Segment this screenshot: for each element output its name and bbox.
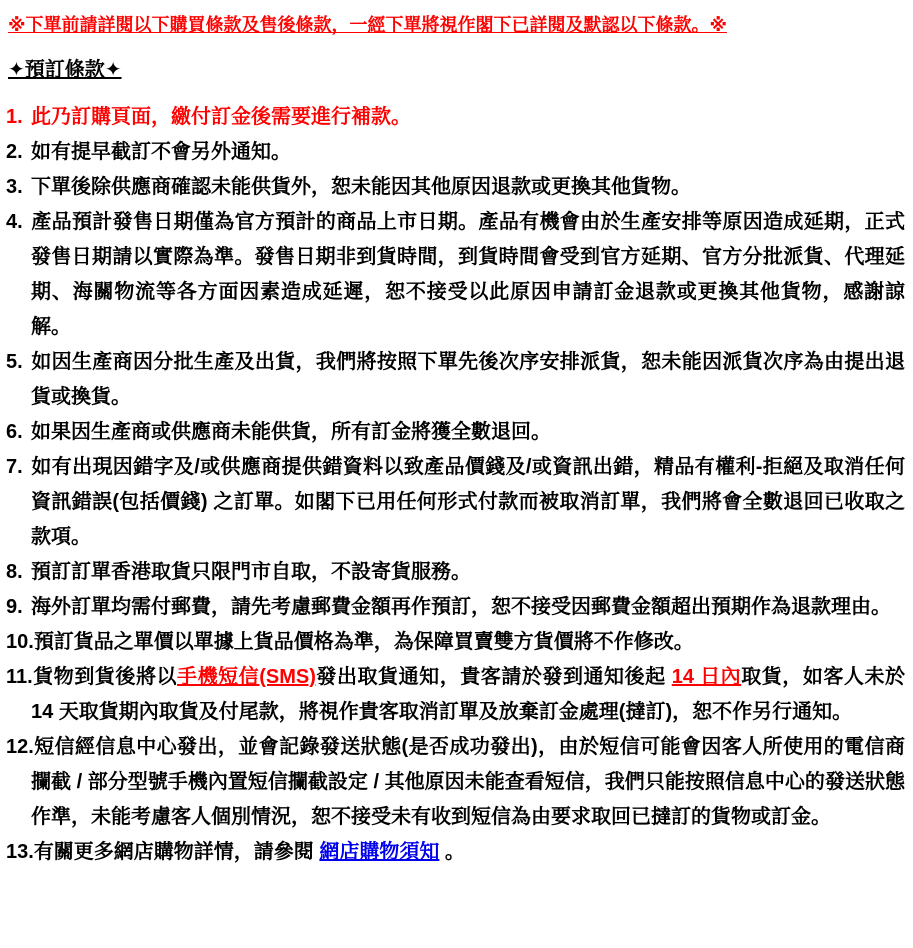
pre-order-warning: ※下單前請詳閱以下購買條款及售後條款，一經下單將視作閣下已詳閱及默認以下條款。※ bbox=[8, 15, 727, 35]
term-item bbox=[6, 660, 905, 730]
term-text: 如因生產商因分批生產及出貨，我們將按照下單先後次序安排派貨，恕未能因派貨次序為由提出退貨或換貨。 bbox=[31, 351, 905, 408]
term-number: 6. bbox=[6, 421, 23, 443]
term-text: 預訂訂單香港取貨只限門市自取，不設寄貨服務。 bbox=[31, 561, 471, 583]
term-text: 取貨，如客人未於 14 天取貨期內取貨及付尾款，將視作貴客取消訂單及放棄訂金處理(撻訂)，恕不作另行通知。 bbox=[31, 666, 906, 723]
term-text: 此乃訂購頁面，繳付訂金後需要進行補款。 bbox=[31, 106, 411, 128]
term-item bbox=[6, 135, 905, 170]
term-text: 產品預計發售日期僅為官方預計的商品上市日期。產品有機會由於生產安排等原因造成延期，正式發售日期請以實際為準。發售日期非到貨時間，到貨時間會受到官方延期、官方分批派貨、代理延期、海關物流等各方面因素造成延遲，恕不接受以此原因申請訂金退款或更換其他貨物，感謝諒解。 bbox=[31, 211, 905, 338]
term-text: 下單後除供應商確認未能供貨外，恕未能因其他原因退款或更換其他貨物。 bbox=[31, 176, 691, 198]
term-text: 海外訂單均需付郵費，請先考慮郵費金額再作預訂，恕不接受因郵費金額超出預期作為退款理由。 bbox=[31, 596, 891, 618]
term-number: 5. bbox=[6, 351, 23, 373]
term-number: 4. bbox=[6, 211, 23, 233]
term-item bbox=[6, 345, 905, 415]
term-text: 。 bbox=[439, 841, 465, 863]
term-number: 8. bbox=[6, 561, 23, 583]
term-text: 14 日內 bbox=[671, 666, 742, 688]
term-text: 短信經信息中心發出，並會記錄發送狀態(是否成功發出)，由於短信可能會因客人所使用的電信商攔截 / 部分型號手機內置短信攔截設定 / 其他原因未能查看短信，我們只能按照信息中心的發送狀態作準，未能考慮客人個別情況，恕不接受未有收到短信為由要求取回已撻訂的貨物或訂金。 bbox=[31, 736, 905, 828]
terms-list bbox=[6, 100, 905, 870]
term-number: 3. bbox=[6, 176, 23, 198]
term-item bbox=[6, 555, 905, 590]
term-item bbox=[6, 835, 905, 870]
term-item bbox=[6, 625, 905, 660]
term-item bbox=[6, 170, 905, 205]
term-item bbox=[6, 730, 905, 835]
term-text: 發出取貨通知，貴客請於發到通知後起 bbox=[315, 666, 672, 688]
term-number: 7. bbox=[6, 456, 23, 478]
term-number: 1. bbox=[6, 106, 23, 128]
term-text: 手機短信(SMS) bbox=[177, 666, 316, 688]
term-item bbox=[6, 590, 905, 625]
term-number: 10. bbox=[6, 631, 34, 653]
term-item bbox=[6, 450, 905, 555]
term-text: 如有出現因錯字及/或供應商提供錯資料以致產品價錢及/或資訊出錯，精品有權利-拒絕及取消任何資訊錯誤(包括價錢) 之訂單。如閣下已用任何形式付款而被取消訂單，我們將會全數退回已收取之款項。 bbox=[31, 456, 905, 548]
term-item bbox=[6, 100, 905, 135]
term-number: 11. bbox=[6, 666, 33, 688]
term-number: 13. bbox=[6, 841, 34, 863]
term-item bbox=[6, 205, 905, 345]
store-shopping-guide-link[interactable]: 網店購物須知 bbox=[319, 841, 440, 863]
term-number: 12. bbox=[6, 736, 34, 758]
term-text: 有關更多網店購物詳情，請參閱 bbox=[33, 841, 320, 863]
purchase-terms-page bbox=[6, 10, 905, 870]
term-item bbox=[6, 415, 905, 450]
term-number: 9. bbox=[6, 596, 23, 618]
term-text: 預訂貨品之單價以單據上貨品價格為準，為保障買賣雙方貨價將不作修改。 bbox=[33, 631, 694, 653]
term-number: 2. bbox=[6, 141, 23, 163]
term-text: 如有提早截訂不會另外通知。 bbox=[31, 141, 291, 163]
section-title-preorder-terms: ✦預訂條款✦ bbox=[8, 59, 122, 81]
term-text: 如果因生產商或供應商未能供貨，所有訂金將獲全數退回。 bbox=[31, 421, 551, 443]
term-text: 貨物到貨後將以 bbox=[32, 666, 178, 688]
